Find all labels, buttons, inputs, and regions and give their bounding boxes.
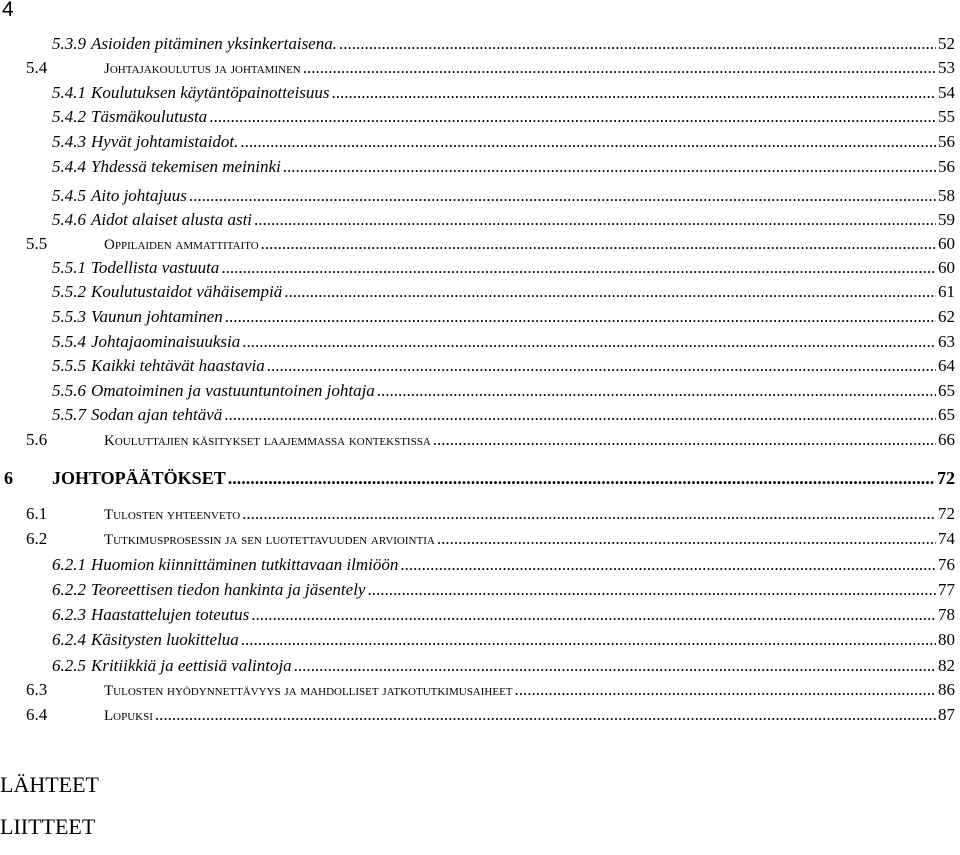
toc-entry-page: 54 (938, 83, 955, 102)
toc-entry[interactable] (52, 628, 955, 652)
toc-leader-dots (209, 105, 936, 129)
toc-entry-page: 60 (938, 258, 955, 277)
toc-entry-number: 5.5.6 (52, 381, 86, 400)
toc-entry-page: 60 (938, 234, 955, 253)
toc-leader-dots (241, 628, 936, 652)
toc-leader-dots (251, 603, 936, 627)
toc-entry-title: Aito johtajuus (91, 186, 187, 205)
toc-leader-dots (515, 678, 936, 702)
toc-leader-dots (224, 403, 936, 427)
toc-entry-number: 6 (4, 468, 13, 488)
toc-entry-title: Sodan ajan tehtävä (91, 405, 223, 424)
toc-entry-page: 82 (938, 656, 955, 675)
toc-entry-page: 64 (938, 356, 955, 375)
toc-entry-page: 53 (938, 58, 955, 77)
toc-entry-page: 65 (938, 405, 955, 424)
toc-leader-dots (221, 256, 936, 280)
toc-entry-page: 77 (938, 580, 955, 599)
toc-entry-number: 5.4.6 (52, 210, 86, 229)
toc-entry-page: 74 (938, 529, 955, 548)
toc-leader-dots (367, 578, 936, 602)
toc-leader-dots (433, 428, 936, 452)
toc-entry-page: 65 (938, 381, 955, 400)
toc-entry[interactable] (52, 130, 955, 154)
toc-entry-title: Vaunun johtaminen (91, 307, 223, 326)
toc-leader-dots (240, 130, 936, 154)
toc-entry[interactable] (52, 578, 955, 602)
toc-entry[interactable] (52, 305, 955, 329)
toc-leader-dots (155, 703, 936, 727)
toc-leader-dots (242, 330, 936, 354)
toc-entry-page: 78 (938, 605, 955, 624)
toc-entry-page: 72 (938, 504, 955, 523)
toc-leader-dots (242, 502, 936, 526)
toc-entry[interactable] (52, 105, 955, 129)
toc-entry-number: 5.4.4 (52, 157, 86, 176)
toc-entry-page: 52 (938, 34, 955, 53)
toc-entry-title: Omatoiminen ja vastuuntuntoinen johtaja (91, 381, 375, 400)
toc-entry-title: Kaikki tehtävät haastavia (91, 356, 265, 375)
toc-entry-number: 5.5.2 (52, 282, 86, 301)
toc-entry[interactable] (52, 330, 955, 354)
toc-leader-dots (377, 379, 936, 403)
toc-leader-dots (283, 155, 936, 179)
toc-entry-page: 63 (938, 332, 955, 351)
toc-entry-number: 5.5.4 (52, 332, 86, 351)
toc-entry-number: 6.2 (26, 529, 48, 548)
toc-entry-page: 56 (938, 132, 955, 151)
toc-entry-title: Hyvät johtamistaidot. (91, 132, 239, 151)
toc-entry-number: 5.4.2 (52, 107, 86, 126)
toc-entry-title: Teoreettisen tiedon hankinta ja jäsentely (91, 580, 366, 599)
section-heading: LIITTEET (0, 814, 96, 839)
toc-leader-dots (228, 466, 935, 490)
toc-entry-title: Aidot alaiset alusta asti (91, 210, 253, 229)
toc-entry[interactable] (26, 428, 955, 452)
toc-leader-dots (225, 305, 936, 329)
toc-entry-title: Kritiikkiä ja eettisiä valintoja (91, 656, 292, 675)
toc-entry[interactable] (4, 466, 955, 490)
toc-entry-page: 86 (938, 680, 955, 699)
toc-entry-title: Asioiden pitäminen yksinkertaisena. (91, 34, 337, 53)
toc-entry-number: 6.1 (26, 504, 48, 523)
toc-entry-title: Käsitysten luokittelua (91, 630, 239, 649)
toc-leader-dots (303, 56, 936, 80)
toc-entry[interactable] (52, 155, 955, 179)
toc-entry-title: Yhdessä tekemisen meininki (91, 157, 281, 176)
toc-entry[interactable] (52, 184, 955, 208)
toc-entry[interactable] (52, 81, 955, 105)
toc-entry[interactable] (26, 56, 955, 80)
toc-entry-number: 5.4.5 (52, 186, 86, 205)
toc-entry[interactable] (52, 256, 955, 280)
toc-entry-title: Johtajakoulutus ja johtaminen (104, 61, 301, 77)
toc-entry-number: 5.4.1 (52, 83, 86, 102)
toc-leader-dots (331, 81, 936, 105)
toc-entry-page: 58 (938, 186, 955, 205)
toc-entry-number: 6.2.2 (52, 580, 86, 599)
toc-entry-number: 6.2.3 (52, 605, 86, 624)
toc-entry-title: JOHTOPÄÄTÖKSET (52, 468, 226, 488)
toc-entry-title: Koulutustaidot vähäisempiä (91, 282, 283, 301)
toc-leader-dots (261, 232, 936, 256)
toc-entry-title: Haastattelujen toteutus (91, 605, 250, 624)
toc-entry-title: Koulutuksen käytäntöpainotteisuus (91, 83, 330, 102)
toc-entry-number: 5.6 (26, 430, 48, 449)
toc-entry[interactable] (52, 654, 955, 678)
toc-entry[interactable] (26, 502, 955, 526)
toc-leader-dots (400, 553, 936, 577)
section-heading: LÄHTEET (0, 772, 99, 797)
toc-leader-dots (284, 280, 936, 304)
toc-entry-page: 55 (938, 107, 955, 126)
toc-entry-title: Kouluttajien käsitykset laajemmassa kontekstissa (104, 433, 431, 449)
toc-entry-number: 5.5.5 (52, 356, 86, 375)
toc-entry-number: 6.2.1 (52, 555, 86, 574)
toc-entry[interactable] (52, 208, 955, 232)
toc-entry-page: 56 (938, 157, 955, 176)
toc-leader-dots (437, 527, 936, 551)
toc-entry-title: Oppilaiden ammattitaito (104, 237, 259, 253)
toc-entry-title: Huomion kiinnittäminen tutkittavaan ilmiöön (91, 555, 399, 574)
toc-entry[interactable] (26, 678, 955, 702)
toc-entry-title: Tulosten yhteenveto (104, 507, 241, 523)
toc-entry-number: 5.4 (26, 58, 48, 77)
toc-entry-page: 72 (937, 468, 955, 488)
toc-entry-page: 66 (938, 430, 955, 449)
toc-entry[interactable] (26, 232, 955, 256)
toc-leader-dots (189, 184, 936, 208)
toc-entry[interactable] (52, 354, 955, 378)
toc-entry-number: 5.3.9 (52, 34, 86, 53)
toc-entry[interactable] (52, 603, 955, 627)
toc-entry-page: 62 (938, 307, 955, 326)
toc-entry-number: 6.3 (26, 680, 48, 699)
toc-entry[interactable] (52, 403, 955, 427)
toc-leader-dots (294, 654, 936, 678)
toc-entry-number: 6.4 (26, 705, 48, 724)
toc-entry-title: Johtajaominaisuuksia (91, 332, 241, 351)
toc-leader-dots (254, 208, 936, 232)
toc-entry[interactable] (52, 32, 955, 56)
page-number: 4 (2, 0, 14, 21)
toc-entry-title: Lopuksi (104, 708, 153, 724)
toc-entry-page: 87 (938, 705, 955, 724)
toc-entry-title: Todellista vastuuta (91, 258, 220, 277)
toc-entry-number: 6.2.5 (52, 656, 86, 675)
toc-leader-dots (339, 32, 936, 56)
toc-entry-title: Tutkimusprosessin ja sen luotettavuuden arviointia (104, 532, 435, 548)
toc-entry-page: 59 (938, 210, 955, 229)
toc-entry-page: 76 (938, 555, 955, 574)
toc-entry-number: 5.5.1 (52, 258, 86, 277)
toc-entry[interactable] (26, 527, 955, 551)
toc-entry-number: 5.5 (26, 234, 48, 253)
toc-leader-dots (267, 354, 936, 378)
toc-entry-number: 5.5.3 (52, 307, 86, 326)
toc-entry[interactable] (52, 553, 955, 577)
toc-entry-title: Tulosten hyödynnettävyys ja mahdolliset jatkotutkimusaiheet (104, 683, 513, 699)
toc-entry-number: 5.4.3 (52, 132, 86, 151)
toc-entry[interactable] (26, 703, 955, 727)
toc-entry-page: 80 (938, 630, 955, 649)
toc-entry[interactable] (52, 379, 955, 403)
toc-entry[interactable] (52, 280, 955, 304)
toc-entry-page: 61 (938, 282, 955, 301)
toc-entry-number: 6.2.4 (52, 630, 86, 649)
toc-entry-number: 5.5.7 (52, 405, 86, 424)
toc-entry-title: Täsmäkoulutusta (91, 107, 208, 126)
